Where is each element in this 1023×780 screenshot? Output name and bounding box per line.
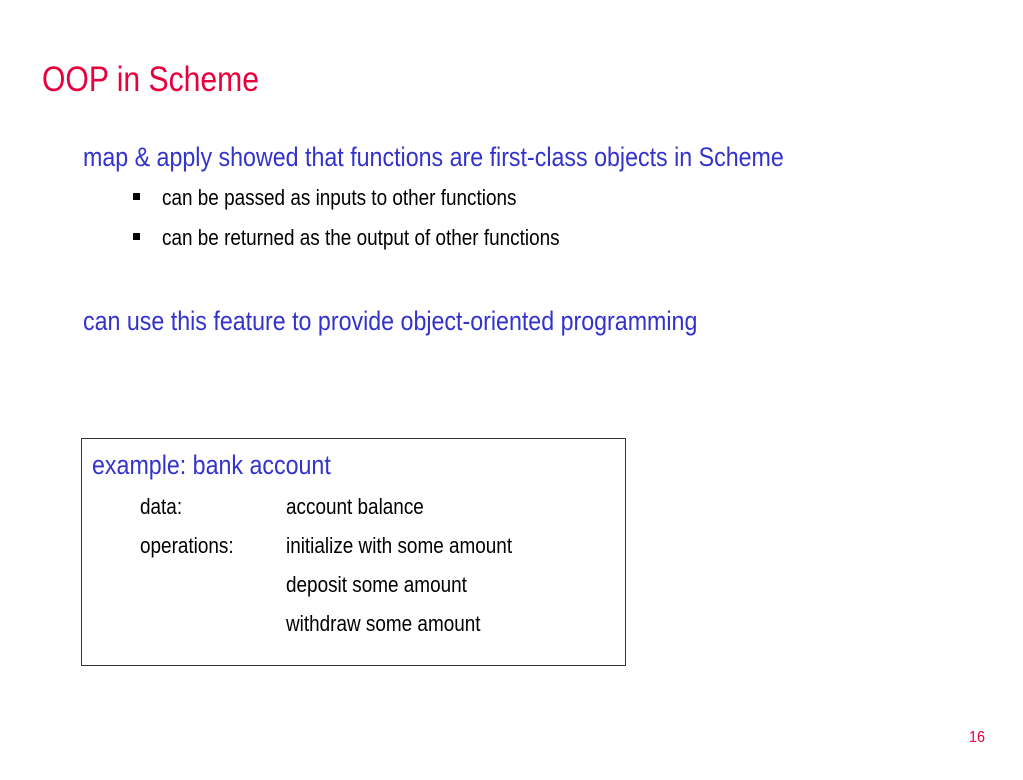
example-heading: example: bank account <box>92 450 331 480</box>
operations-label: operations: <box>140 533 234 558</box>
square-bullet-icon <box>133 193 140 200</box>
subpoint-text: can be passed as inputs to other functions <box>162 185 517 210</box>
page-number: 16 <box>969 729 986 746</box>
example-box <box>81 438 626 666</box>
slide-title: OOP in Scheme <box>42 60 259 99</box>
subpoint-text: can be returned as the output of other functions <box>162 225 560 250</box>
operation-initialize: initialize with some amount <box>286 533 513 558</box>
data-value: account balance <box>286 494 424 519</box>
operation-deposit: deposit some amount <box>286 572 467 597</box>
data-label: data: <box>140 494 183 519</box>
point-first-class-functions: map & apply showed that functions are first-class objects in Scheme <box>83 142 784 172</box>
operation-withdraw: withdraw some amount <box>286 611 481 636</box>
square-bullet-icon <box>133 233 140 240</box>
point-oop-feature: can use this feature to provide object-oriented programming <box>83 306 698 336</box>
